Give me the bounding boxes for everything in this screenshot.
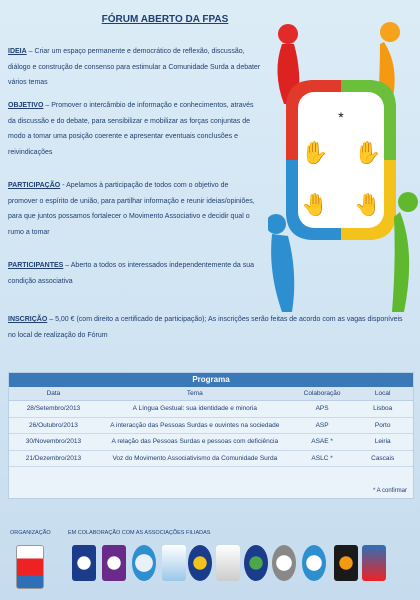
cell-date: 30/Novembro/2013 — [9, 434, 98, 451]
cell-tema: Voz do Movimento Associativismo da Comunidade Surda — [98, 450, 292, 467]
cell-local: Lisboa — [352, 401, 413, 418]
cell-date: 26/Outubro/2013 — [9, 417, 98, 434]
section-key: INSCRIÇÃO — [8, 316, 48, 323]
cell-tema: A interacção das Pessoas Surdas e ouvintes na sociedade — [98, 417, 292, 434]
association-logo — [188, 545, 212, 581]
organization-label: ORGANIZAÇÃO — [10, 530, 51, 536]
cell-tema: A relação das Pessoas Surdas e pessoas com deficiência — [98, 434, 292, 451]
section-participacao — [8, 178, 258, 240]
program-title: Programa — [9, 373, 413, 387]
program-grid — [9, 387, 413, 467]
cell-colab: ASLC * — [292, 450, 353, 467]
association-logo — [362, 545, 386, 581]
cell-local: Porto — [352, 417, 413, 434]
svg-text:🤚: 🤚 — [354, 192, 382, 217]
section-text: – Promover o intercâmbio de informação e conhecimentos, através da discussão e do debate, para sensibilizar e mobilizar as forças conjuntas de modo a tomar uma posição coerente e apresentar eventuais conclusões e reivindicações — [8, 102, 254, 156]
col-header: Tema — [98, 387, 292, 401]
cell-date: 28/Setembro/2013 — [9, 401, 98, 418]
collaboration-label: EM COLABORAÇÃO COM AS ASSOCIAÇÕES FILIADAS — [68, 530, 211, 536]
association-logo — [244, 545, 268, 581]
cell-colab: ASP — [292, 417, 353, 434]
section-key: PARTICIPANTES — [8, 262, 64, 269]
association-logo — [72, 545, 96, 581]
section-participantes — [8, 258, 258, 289]
col-header: Local — [352, 387, 413, 401]
section-text: – 5,00 € (com direito a certificado de participação); As inscrições serão feitas de acordo com as vagas disponíveis no local de realização do Fórum — [8, 316, 403, 339]
table-row — [9, 434, 413, 451]
puzzle-figures-illustration — [268, 12, 418, 342]
cell-colab: ASAE * — [292, 434, 353, 451]
association-logo — [216, 545, 240, 581]
association-logo — [132, 545, 156, 581]
section-key: IDEIA — [8, 48, 27, 55]
table-row — [9, 450, 413, 467]
table-row — [9, 417, 413, 434]
cell-local: Cascais — [352, 450, 413, 467]
section-text: - Apelamos à participação de todos com o objetivo de promover o espírito de união, para partilhar informação e reunir ideias/opiniões, para que juntos possamos fortalecer o Movimento Associativo e decidir qual o rumo a tomar — [8, 182, 255, 236]
logo-strip — [0, 545, 420, 595]
svg-text:✋: ✋ — [354, 140, 382, 165]
section-key: OBJETIVO — [8, 102, 44, 109]
table-row — [9, 401, 413, 418]
col-header: Colaboração — [292, 387, 353, 401]
association-logo — [162, 545, 186, 581]
association-logo — [102, 545, 126, 581]
svg-text:🤚: 🤚 — [301, 192, 329, 217]
section-text: – Criar um espaço permanente e democrático de reflexão, discussão, diálogo e construção de consenso para estimular a Comunidade Surda a debater vários temas — [8, 48, 261, 86]
confirm-note: * A confirmar — [372, 488, 407, 494]
section-objetivo — [8, 98, 258, 160]
section-ideia — [8, 44, 266, 91]
program-table — [8, 372, 414, 499]
association-logo — [272, 545, 296, 581]
cell-local: Leiria — [352, 434, 413, 451]
page-title: FÓRUM ABERTO DA FPAS — [101, 14, 229, 25]
col-header: Data — [9, 387, 98, 401]
cell-colab: APS — [292, 401, 353, 418]
cell-date: 21/Dezembro/2013 — [9, 450, 98, 467]
association-logo — [334, 545, 358, 581]
svg-text:*: * — [338, 109, 344, 125]
section-key: PARTICIPAÇÃO — [8, 182, 61, 189]
section-text: – Aberto a todos os interessados independentemente da sua condição associativa — [8, 262, 255, 285]
association-logo — [302, 545, 326, 581]
cell-tema: A Língua Gestual: sua identidade e minoria — [98, 401, 292, 418]
svg-text:✋: ✋ — [301, 140, 329, 165]
fpas-logo — [16, 545, 44, 589]
